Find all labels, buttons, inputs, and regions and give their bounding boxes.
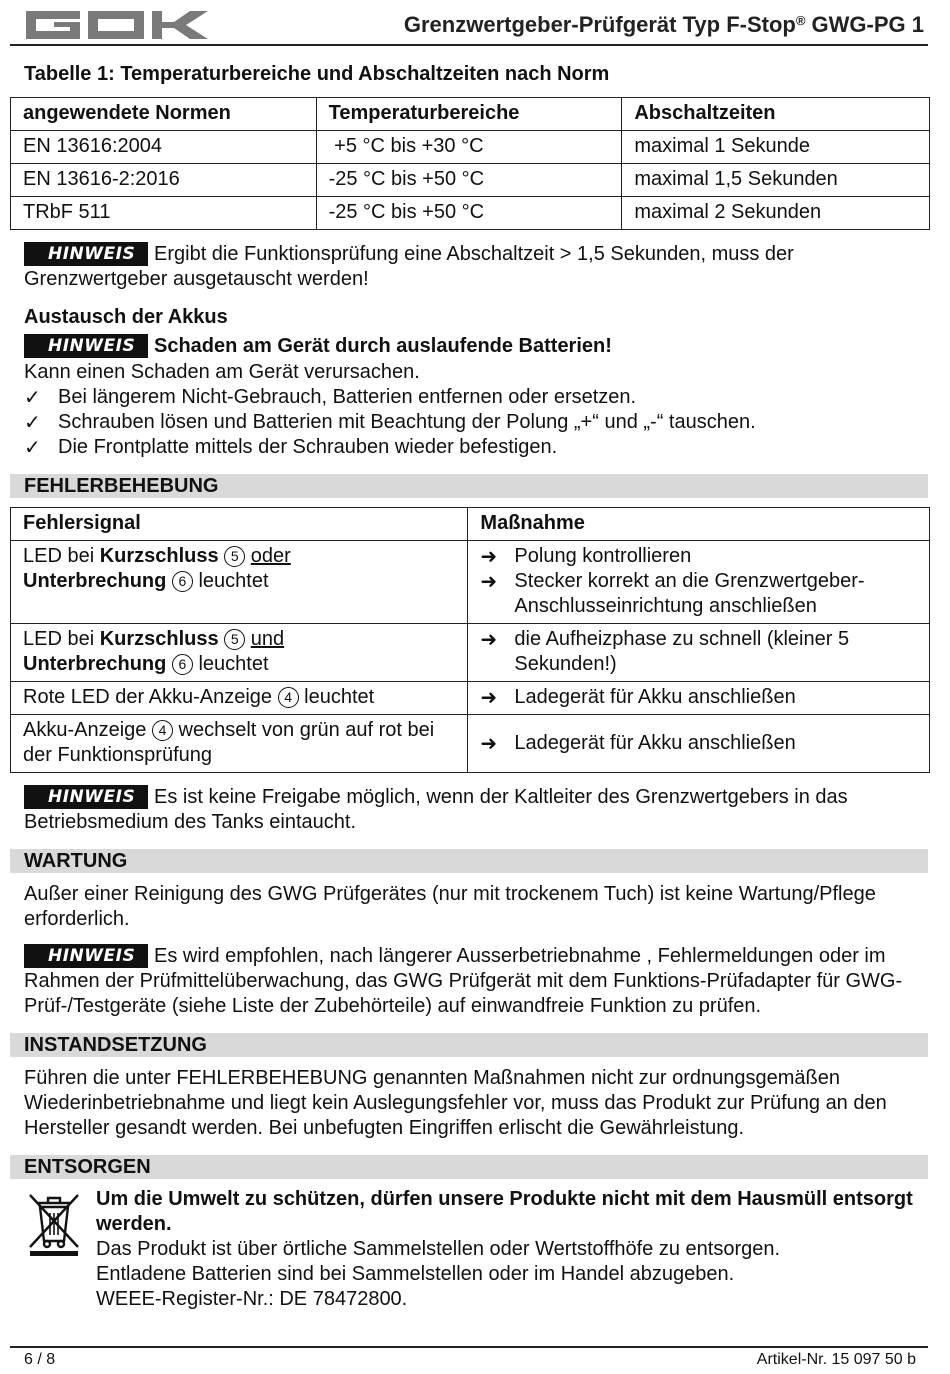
number-5-icon: 5 <box>224 546 245 567</box>
arrow-right-icon: ➜ <box>480 569 498 593</box>
number-4-icon: 4 <box>152 720 173 741</box>
weee-register-number: WEEE-Register-Nr.: DE 78472800. <box>96 1288 408 1310</box>
entsorgen-line: Entladene Batterien sind bei Sammelstellen oder im Handel abzugeben. <box>96 1263 735 1285</box>
list-item: ✓ Schrauben lösen und Batterien mit Beachtung der Polung „+“ und „-“ tauschen. <box>24 410 756 434</box>
table-cell: -25 °C bis +50 °C <box>316 197 622 230</box>
hinweis-text: Schaden am Gerät durch auslaufende Batterien! <box>154 335 612 357</box>
hinweis-maintenance <box>24 944 924 1019</box>
table-row <box>11 682 930 715</box>
entsorgen-warning: Um die Umwelt zu schützen, dürfen unsere Produkte nicht mit dem Hausmüll entsorgt werden. <box>96 1188 913 1235</box>
number-6-icon: 6 <box>172 654 193 675</box>
akkus-instructions <box>24 360 924 460</box>
table-row <box>11 197 930 230</box>
table-cell: TRbF 511 <box>11 197 317 230</box>
arrow-right-icon: ➜ <box>480 627 498 651</box>
list-item: ✓ Die Frontplatte mittels der Schrauben wieder befestigen. <box>24 435 558 459</box>
article-number: Artikel-Nr. 15 097 50 b <box>756 1351 916 1368</box>
norms-table <box>10 97 930 230</box>
table-row <box>11 715 930 773</box>
table-header-row <box>11 98 930 131</box>
table-row <box>11 624 930 682</box>
wartung-text: Außer einer Reinigung des GWG Prüfgerätes (nur mit trockenem Tuch) ist keine Wartung/Pflege erforderlich. <box>24 883 876 930</box>
troubleshooting-table <box>10 507 930 773</box>
hinweis-battery-damage <box>24 334 924 359</box>
fault-signal-cell: LED bei Kurzschluss 5 oder Unterbrechung 6 leuchtet <box>11 541 468 624</box>
table-cell: maximal 1 Sekunde <box>622 131 930 164</box>
fault-signal-cell: Rote LED der Akku-Anzeige 4 leuchtet <box>11 682 468 715</box>
arrow-right-icon: ➜ <box>480 685 498 709</box>
document-title: Grenzwertgeber-Prüfgerät Typ F-Stop® GWG-PG 1 <box>403 12 924 37</box>
list-item: ✓ Bei längerem Nicht-Gebrauch, Batterien entfernen oder ersetzen. <box>24 385 637 409</box>
section-heading-entsorgen: ENTSORGEN <box>10 1155 928 1179</box>
table-header: Temperaturbereiche <box>316 98 622 131</box>
number-6-icon: 6 <box>172 571 193 592</box>
page-header <box>10 6 928 46</box>
check-icon: ✓ <box>24 435 41 459</box>
page-footer <box>10 1346 928 1368</box>
table-header: Maßnahme <box>468 508 930 541</box>
instandsetzung-text: Führen die unter FEHLERBEHEBUNG genannten Maßnahmen nicht zur ordnungsgemäßen Wiederinbetriebnahme und liegt kein Auslegungsfehler vor, muss das Produkt zur Prüfung an den Hersteller gesandt werden. Bei unbefugten Eingriffen erlischt die Gewährleistung. <box>24 1067 887 1139</box>
table-row <box>11 164 930 197</box>
entsorgen-line: Das Produkt ist über örtliche Sammelstellen oder Wertstoffhöfe zu entsorgen. <box>96 1238 781 1260</box>
table-header: Fehlersignal <box>11 508 468 541</box>
table-cell: maximal 1,5 Sekunden <box>622 164 930 197</box>
section-heading-instandsetzung: INSTANDSETZUNG <box>10 1033 928 1057</box>
table-cell: maximal 2 Sekunden <box>622 197 930 230</box>
action-cell: ➜ Ladegerät für Akku anschließen <box>468 682 930 715</box>
table-caption: Tabelle 1: Temperaturbereiche und Abschaltzeiten nach Norm <box>24 63 610 85</box>
number-4-icon: 4 <box>278 687 299 708</box>
hinweis-badge: HINWEIS <box>24 944 148 968</box>
table-cell: EN 13616:2004 <box>11 131 317 164</box>
table-cell: -25 °C bis +50 °C <box>316 164 622 197</box>
hinweis-badge: HINWEIS <box>24 334 148 358</box>
arrow-right-icon: ➜ <box>480 730 498 755</box>
table-row <box>11 541 930 624</box>
table-cell: EN 13616-2:2016 <box>11 164 317 197</box>
gok-logo <box>24 9 210 41</box>
action-cell: ➜ die Aufheizphase zu schnell (kleiner 5 Sekunden!) <box>468 624 930 682</box>
table-header: angewendete Normen <box>11 98 317 131</box>
action-cell: ➜ Ladegerät für Akku anschließen <box>468 715 930 773</box>
hinweis-shutdown-time <box>24 242 924 292</box>
table-cell: +5 °C bis +30 °C <box>316 131 622 164</box>
hinweis-text: Es ist keine Freigabe möglich, wenn der Kaltleiter des Grenzwertgebers in das Betriebsmedium des Tanks eintaucht. <box>24 786 848 833</box>
hinweis-text: Ergibt die Funktionsprüfung eine Abschaltzeit > 1,5 Sekunden, muss der Grenzwertgeber ausgetauscht werden! <box>24 243 794 290</box>
table-header-row <box>11 508 930 541</box>
hinweis-text: Es wird empfohlen, nach längerer Ausserbetriebnahme , Fehlermeldungen oder im Rahmen der Prüfmittelüberwachung, das GWG Prüfgerät mit dem Funktions-Prüfadapter für GWG-Prüf-/Testgeräte (siehe Liste der Zubehörteile) auf einwandfreie Funktion zu prüfen. <box>24 945 903 1017</box>
page-number: 6 / 8 <box>24 1351 56 1368</box>
arrow-right-icon: ➜ <box>480 544 498 568</box>
section-heading-wartung: WARTUNG <box>10 849 928 873</box>
action-cell: ➜ Polung kontrollieren ➜ Stecker korrekt an die Grenzwertgeber-Anschlusseinrichtung anschließen <box>468 541 930 624</box>
entsorgen-text <box>96 1187 926 1312</box>
hinweis-badge: HINWEIS <box>24 785 148 809</box>
number-5-icon: 5 <box>224 629 245 650</box>
weee-crossed-bin-icon <box>24 1189 84 1257</box>
fault-signal-cell: Akku-Anzeige 4 wechselt von grün auf rot bei der Funktionsprüfung <box>11 715 468 773</box>
hinweis-badge: HINWEIS <box>24 242 148 266</box>
table-header: Abschaltzeiten <box>622 98 930 131</box>
check-icon: ✓ <box>24 385 41 409</box>
section-heading-fehlerbehebung: FEHLERBEHEBUNG <box>10 474 928 498</box>
hinweis-release <box>24 785 924 835</box>
akkus-intro: Kann einen Schaden am Gerät verursachen. <box>24 361 420 383</box>
fault-signal-cell: LED bei Kurzschluss 5 und Unterbrechung 6 leuchtet <box>11 624 468 682</box>
akkus-heading: Austausch der Akkus <box>24 306 228 328</box>
table-row <box>11 131 930 164</box>
check-icon: ✓ <box>24 410 41 434</box>
